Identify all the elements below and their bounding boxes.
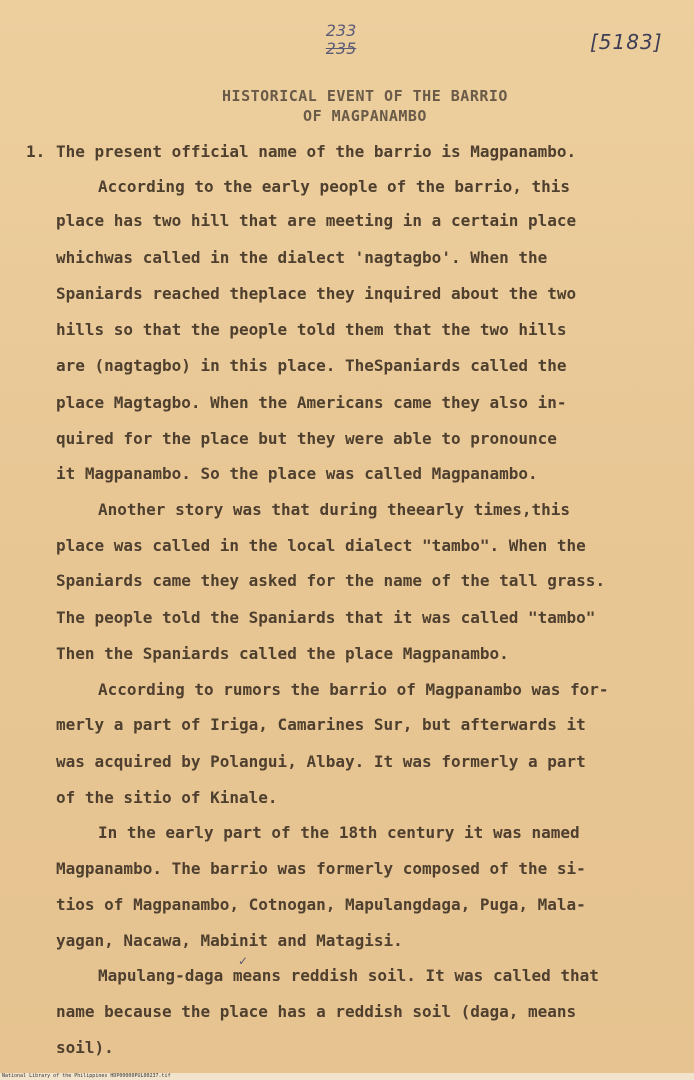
page-number-old: 235: [325, 39, 357, 58]
page-number-current: 233: [325, 21, 357, 40]
text-line: The people told the Spaniards that it was called "tambo": [56, 608, 596, 627]
text-line: hills so that the people told them that the two hills: [56, 320, 567, 339]
text-line: tios of Magpanambo, Cotnogan, Mapulangdaga, Puga, Mala-: [56, 895, 586, 914]
scan-footer: [0, 1073, 694, 1080]
text-line: of the sitio of Kinale.: [56, 788, 278, 807]
check-mark-icon: ✓: [238, 954, 249, 968]
catalog-number: [5183]: [590, 30, 663, 54]
text-line: place was called in the local dialect "tambo". When the: [56, 536, 586, 555]
text-line: Another story was that during theearly times,this: [98, 500, 571, 519]
text-line: place Magtagbo. When the Americans came they also in-: [56, 393, 567, 412]
text-line: According to the early people of the barrio, this: [98, 177, 571, 196]
text-line: Spaniards reached theplace they inquired about the two: [56, 284, 577, 303]
text-line: Spaniards came they asked for the name of the tall grass.: [56, 571, 606, 590]
text-line: are (nagtagbo) in this place. TheSpaniards called the: [56, 356, 567, 375]
text-line: place has two hill that are meeting in a certain place: [56, 211, 577, 230]
page-number: [306, 22, 376, 58]
text-line: Mapulang-daga means reddish soil. It was called that: [98, 966, 599, 985]
text-line: merly a part of Iriga, Camarines Sur, but afterwards it: [56, 715, 586, 734]
text-line: In the early part of the 18th century it was named: [98, 823, 580, 842]
text-line: Magpanambo. The barrio was formerly composed of the si-: [56, 859, 586, 878]
document-title-line-1: HISTORICAL EVENT OF THE BARRIO: [222, 87, 508, 105]
document-title-line-2: OF MAGPANAMBO: [303, 107, 427, 125]
text-line: name because the place has a reddish soil (daga, means: [56, 1002, 577, 1021]
text-line: whichwas called in the dialect 'nagtagbo'. When the: [56, 248, 548, 267]
text-line: yagan, Nacawa, Mabinit and Matagisi.: [56, 931, 403, 950]
text-line: it Magpanambo. So the place was called Magpanambo.: [56, 464, 538, 483]
item-number: 1.: [26, 142, 46, 161]
text-line: Then the Spaniards called the place Magpanambo.: [56, 644, 509, 663]
text-line: quired for the place but they were able to pronounce: [56, 429, 557, 448]
text-line: was acquired by Polangui, Albay. It was formerly a part: [56, 752, 586, 771]
text-line: The present official name of the barrio is Magpanambo.: [56, 142, 577, 161]
text-line: According to rumors the barrio of Magpanambo was for-: [98, 680, 609, 699]
scan-footer-text: National Library of the Philippines HDP00000PUL00237.tif: [2, 1073, 171, 1079]
text-line: soil).: [56, 1038, 114, 1057]
